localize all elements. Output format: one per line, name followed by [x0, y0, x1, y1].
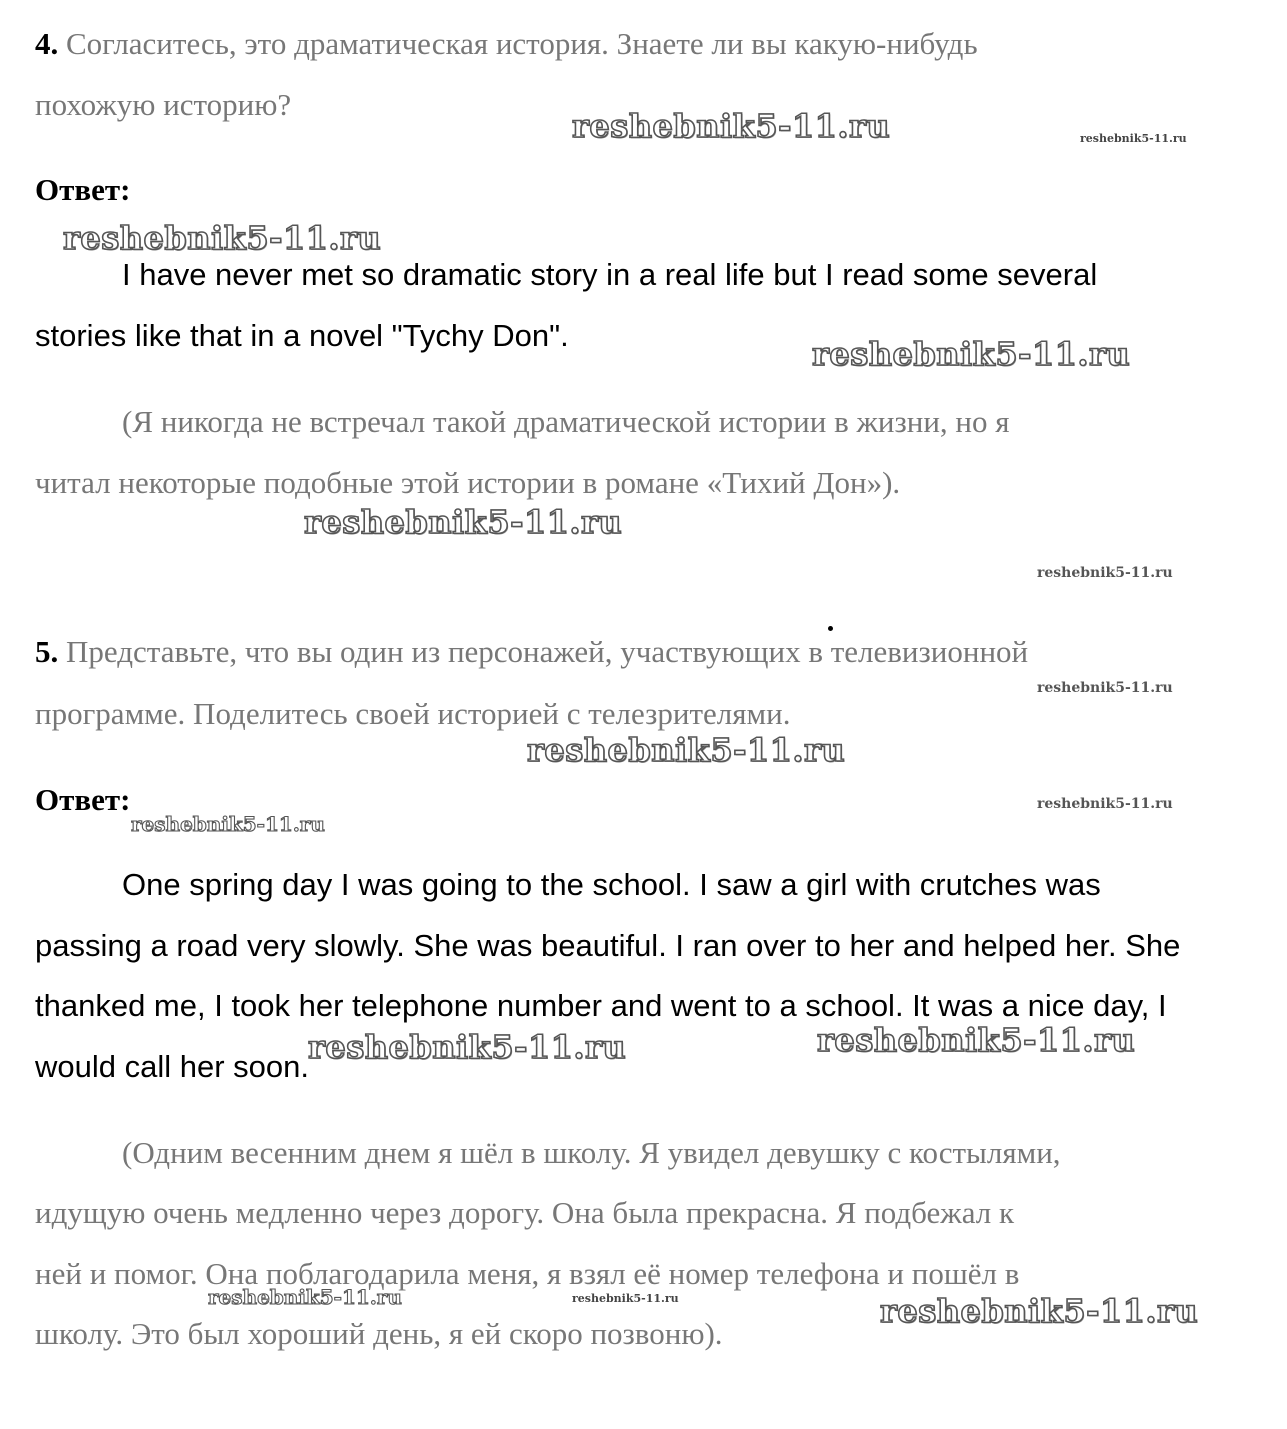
watermark-small: reshebnik5-11.ru	[1037, 680, 1173, 696]
watermark-small: reshebnik5-11.ru	[572, 1292, 679, 1305]
watermark: reshebnik5-11.ru	[880, 1292, 1199, 1330]
watermark: reshebnik5-11.ru	[63, 219, 382, 257]
task5-answer-ru-line3: ней и помог. Она поблагодарила меня, я взял её номер телефона и пошёл в	[35, 1256, 1020, 1291]
task4-number: 4.	[35, 26, 59, 61]
watermark: reshebnik5-11.ru	[817, 1021, 1136, 1059]
watermark: reshebnik5-11.ru	[308, 1028, 627, 1066]
watermark: reshebnik5-11.ru	[304, 503, 623, 541]
task5-answer-label: Ответ:	[35, 782, 131, 817]
task5-answer-ru-line1: (Одним весенним днем я шёл в школу. Я увидел девушку с костылями,	[122, 1135, 1061, 1170]
task5-question-line2: программе. Поделитесь своей историей с телезрителями.	[35, 696, 791, 731]
ink-dot	[828, 626, 833, 631]
task5-answer-ru-line4: школу. Это был хороший день, я ей скоро позвоню).	[35, 1316, 723, 1351]
task4-question-text: Согласитесь, это драматическая история. Знаете ли вы какую-нибудь	[66, 26, 978, 61]
task5-answer-en-line4: would call her soon.	[35, 1049, 309, 1084]
watermark-small: reshebnik5-11.ru	[1080, 132, 1187, 145]
watermark: reshebnik5-11.ru	[812, 335, 1131, 373]
task5-answer-en-line1: One spring day I was going to the school. I saw a girl with crutches was	[122, 867, 1101, 902]
watermark: reshebnik5-11.ru	[208, 1285, 402, 1309]
task4-answer-label: Ответ:	[35, 172, 131, 207]
task5-question-text: Представьте, что вы один из персонажей, участвующих в телевизионной	[66, 634, 1029, 669]
task4-answer-ru-line2: читал некоторые подобные этой истории в романе «Тихий Дон»).	[35, 465, 901, 500]
task4-answer-ru-line1: (Я никогда не встречал такой драматической истории в жизни, но я	[122, 404, 1010, 439]
task5-question-line1	[35, 632, 1028, 672]
task4-answer-en-line1: I have never met so dramatic story in a real life but I read some several	[122, 257, 1098, 292]
task5-answer-en-line2: passing a road very slowly. She was beautiful. I ran over to her and helped her. She	[35, 928, 1181, 963]
watermark-small: reshebnik5-11.ru	[1037, 565, 1173, 581]
watermark-small: reshebnik5-11.ru	[1037, 796, 1173, 812]
task5-number: 5.	[35, 634, 59, 669]
task4-question-line1	[35, 24, 978, 64]
watermark: reshebnik5-11.ru	[527, 731, 846, 769]
watermark: reshebnik5-11.ru	[572, 107, 891, 145]
task4-question-line2: похожую историю?	[35, 87, 292, 122]
task5-answer-ru-line2: идущую очень медленно через дорогу. Она была прекрасна. Я подбежал к	[35, 1195, 1015, 1230]
task5-answer-en-line3: thanked me, I took her telephone number and went to a school. It was a nice day, I	[35, 988, 1167, 1023]
task4-answer-en-line2: stories like that in a novel "Tychy Don".	[35, 318, 569, 353]
watermark: reshebnik5-11.ru	[131, 812, 325, 836]
